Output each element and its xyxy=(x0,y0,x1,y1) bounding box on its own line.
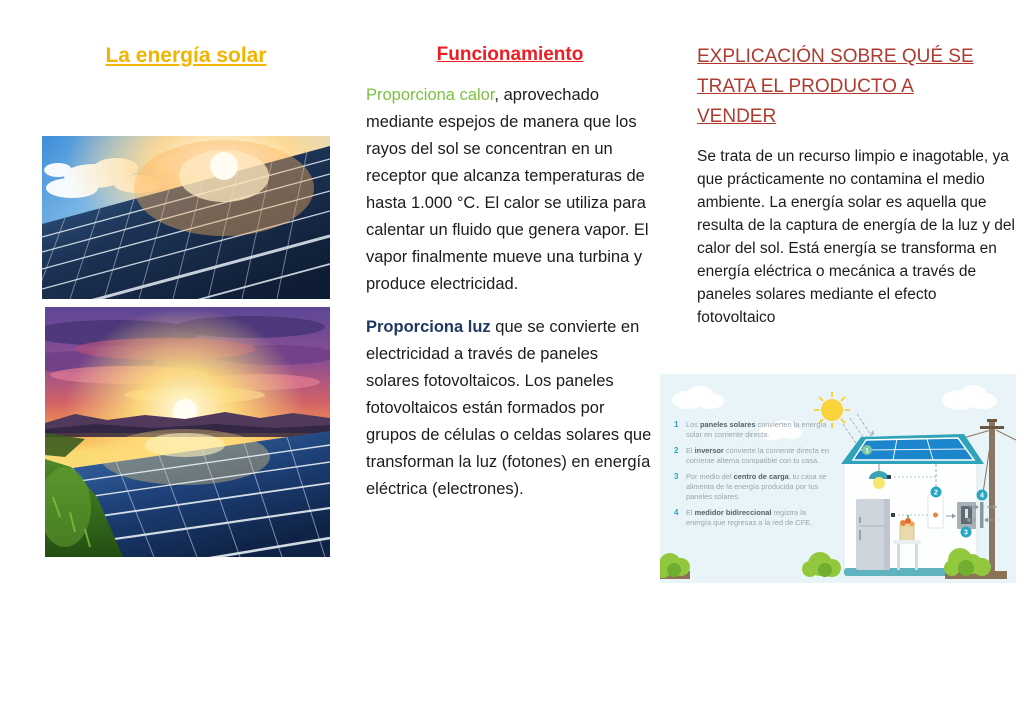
refrigerator xyxy=(856,499,890,570)
middle-column xyxy=(366,44,654,503)
svg-text:1: 1 xyxy=(865,447,869,455)
list-item xyxy=(674,446,830,466)
solar-panels-day-illustration xyxy=(42,136,330,299)
right-title-line-2: TRATA EL PRODUCTO A xyxy=(697,76,914,97)
photo-solar-panels-day xyxy=(42,136,330,299)
right-title-line-3: VENDER xyxy=(697,106,777,127)
step-number: 1 xyxy=(674,420,679,429)
sun xyxy=(210,152,238,180)
photo-solar-panels-sunset xyxy=(45,307,330,557)
svg-text:4: 4 xyxy=(980,492,984,500)
right-column xyxy=(697,42,1015,329)
step-text: Los paneles solares convierten la energía solar en corriente directa. xyxy=(686,420,827,439)
step-text: El medidor bidireccional registra la energía que regresas a la red de CFE. xyxy=(686,508,813,527)
bidirectional-meter xyxy=(980,502,984,528)
left-column-title: La energía solar xyxy=(105,44,267,67)
paragraph-heat xyxy=(366,82,654,298)
svg-text:3: 3 xyxy=(964,529,968,537)
load-center xyxy=(957,502,976,529)
inverter xyxy=(928,495,943,528)
step-number: 3 xyxy=(674,472,679,481)
paragraph-light-text: que se convierte en electricidad a través de paneles solares fotovoltaicos. Los paneles fotovoltaicos están formados por grupos de células o celdas solares que transforman la luz (fotones) en energía eléctrica (electrones). xyxy=(366,318,652,498)
list-item xyxy=(674,472,830,502)
lead-proporciona-luz: Proporciona luz xyxy=(366,318,491,336)
infographic-step-list xyxy=(674,420,830,534)
step-number: 2 xyxy=(674,446,679,455)
list-item xyxy=(674,508,830,528)
paragraph-heat-text: , aprovechado mediante espejos de manera que los rayos del sol se concentran en un receptor que alcanza temperaturas de hasta 1.000 °C. El calor se utiliza para calentar un fluido que genera vapor. El vapor finalmente mueve una turbina y produce electricidad. xyxy=(366,86,649,293)
step-number: 4 xyxy=(674,508,679,517)
list-item xyxy=(674,420,830,440)
paragraph-light xyxy=(366,314,654,503)
solar-home-infographic xyxy=(660,374,1016,583)
right-column-title xyxy=(697,42,1015,132)
step-text: El inversor convierte la corriente directa en corriente alterna compatible con tu casa. xyxy=(686,446,829,465)
step-text: Por medio del centro de carga, tu casa se alimenta de la energía producida por tus paneles solares. xyxy=(686,472,827,501)
lead-proporciona-calor: Proporciona calor xyxy=(366,86,495,104)
paragraph-product-explanation: Se trata de un recurso limpio e inagotable, ya que prácticamente no contamina el medio ambiente. La energía solar es aquella que resulta de la captura de energía de la luz y del calor del sol. Está energía se transforma en energía eléctrica o mecánica a través de paneles solares mediante el efecto fotovoltaico xyxy=(697,148,1015,326)
right-title-line-1: EXPLICACIÓN SOBRE QUÉ SE xyxy=(697,46,974,67)
solar-panels-sunset-illustration xyxy=(45,307,330,557)
svg-text:2: 2 xyxy=(934,489,938,497)
middle-column-title: Funcionamiento xyxy=(436,44,584,65)
